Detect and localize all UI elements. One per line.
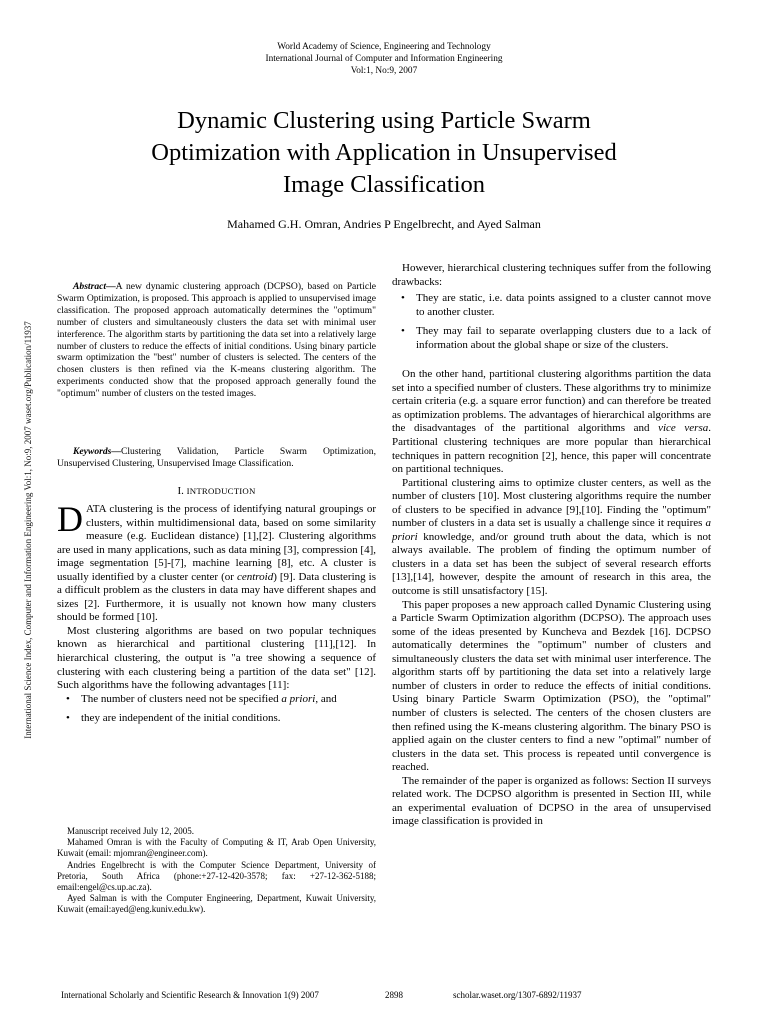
right-paragraph-5: The remainder of the paper is organized as follows: Section II surveys related work. The DCPSO algorithm is presented in Section III, while an experimental evaluation of DCPSO in the area of unsupervised image classification is provided in <box>392 774 711 828</box>
intro-p1-text-cont: ) [9]. Data clustering is a difficult problem as the clusters in data may have different shapes and sizes [2]. Furthermore, it is usually not known how many clusters should be formed [10]. <box>57 570 376 624</box>
authors: Mahamed G.H. Omran, Andries P Engelbrecht, and Ayed Salman <box>227 217 541 231</box>
bullet-text: The number of clusters need not be specified <box>81 692 282 705</box>
list-item <box>57 693 376 707</box>
advantages-list <box>57 693 376 726</box>
sidebar-citation: International Science Index, Computer and Information Engineering Vol:1, No:9, 2007 waset.org/Publication/11937 <box>23 321 33 739</box>
bullet-text: they are independent of the initial conditions. <box>81 712 281 725</box>
footnotes <box>57 826 376 916</box>
abstract-label: Abstract <box>73 281 107 292</box>
header-line-1: World Academy of Science, Engineering and Technology <box>277 42 491 52</box>
section-number: I. <box>177 485 184 497</box>
keywords-text: Clustering Validation, Particle Swarm Optimization, Unsupervised Clustering, Unsupervised Image Classification. <box>57 446 376 469</box>
intro-paragraph-1 <box>57 499 376 625</box>
bullet-text: They are static, i.e. data points assigned to a cluster cannot move to another cluster. <box>416 292 711 318</box>
title-line-3: Image Classification <box>282 171 486 198</box>
intro-p1-emphasis: centroid <box>236 570 274 583</box>
right-paragraph-1: However, hierarchical clustering techniques suffer from the following drawbacks: <box>392 262 711 288</box>
bullet-emphasis: a priori <box>281 692 316 705</box>
footnote-author-3: Ayed Salman is with the Computer Engineering, Department, Kuwait University, Kuwait (email:ayed@eng.kuniv.edu.kw). <box>57 893 376 915</box>
footer-url[interactable]: scholar.waset.org/1307-6892/11937 <box>453 990 582 1000</box>
footnote-author-2: Andries Engelbrecht is with the Computer Science Department, University of Pretoria, South Africa (phone:+27-12-420-3578; fax: +27-12-362-5188; email:engel@cs.up.ac.za). <box>57 859 376 893</box>
footer-publisher: International Scholarly and Scientific Research & Innovation 1(9) 2007 <box>61 990 319 1000</box>
right-p2-emphasis: vice versa <box>658 422 709 435</box>
right-column-body <box>392 262 711 829</box>
paper-title <box>60 105 708 201</box>
right-paragraph-2 <box>392 368 711 476</box>
right-p3-text: Partitional clustering aims to optimize cluster centers, as well as the number of clusters [10]. Most clustering algorithms require the number of clusters to be specified in advance [9],[10]. Finding the "optimum" number of clusters in a data set is usually a challenge since it requires <box>392 476 711 530</box>
bullet-icon: • <box>401 292 405 305</box>
drawbacks-list <box>392 292 711 352</box>
right-paragraph-3 <box>392 477 711 599</box>
right-p3-text-cont: knowledge, and/or ground truth about the data, which is not always available. The problem of finding the optimum number of clusters in a data set has been the subject of several research efforts [13],[14], however, despite the amount of research in this area, the outcome is still unsatisfactory [15]. <box>392 530 711 598</box>
right-p2-text: On the other hand, partitional clustering algorithms partition the data set into a specified number of clusters. These algorithms try to minimize certain criteria (e.g. a square error function) and can therefore be treated as optimization problems. The advantages of hierarchical algorithms are the disadvantages of the partitional algorithms and <box>392 368 711 435</box>
list-item <box>392 292 711 319</box>
header-line-2: International Journal of Computer and Information Engineering <box>265 54 503 64</box>
abstract-text: A new dynamic clustering approach (DCPSO), based on Particle Swarm Optimization, is proposed. This approach is applied to unsupervised image classification. The proposed approach automatically determines the "optimum" number of clusters and simultaneously clusters the data set with minimal user interference. The algorithm starts by partitioning the data set into a relatively large number of clusters to reduce the effects of initial conditions. Using binary particle swarm optimization the "best" number of clusters is selected. The centers of the chosen clusters is then refined via the K-means clustering algorithm. The experiments conducted show that the proposed approach generally found the "optimum" number of clusters on the tested images. <box>57 281 376 400</box>
bullet-text: They may fail to separate overlapping clusters due to a lack of information about the global shape or size of the clusters. <box>416 325 711 351</box>
section-title: INTRODUCTION <box>186 486 256 496</box>
page-footer <box>0 990 768 1004</box>
right-p2-text-cont: . Partitional clustering techniques are more popular than hierarchical techniques in pattern recognition [2], hence, this paper will concentrate on partitional techniques. <box>392 422 711 476</box>
bullet-icon: • <box>401 325 405 338</box>
introduction-body <box>57 499 376 732</box>
keywords-label: Keywords <box>73 446 112 457</box>
abstract-dash: — <box>106 281 116 292</box>
right-p3-emphasis: a priori <box>392 517 711 543</box>
page-number: 2898 <box>385 990 403 1000</box>
bullet-text-cont: , and <box>315 692 337 705</box>
drop-cap: D <box>57 499 83 539</box>
journal-header <box>0 41 768 77</box>
bullet-icon: • <box>66 692 70 705</box>
right-paragraph-4: This paper proposes a new approach called Dynamic Clustering using a Particle Swarm Optimization algorithm (DCPSO). The approach uses some of the ideas presented by Kuncheva and Bezdek [16]. DCPSO automatically determines the "optimum" number of clusters and simultaneously clusters the data set with minimal user interference. The algorithm starts off by partitioning the data set into a relatively large number of clusters in order to reduce the effects of initial conditions. Using binary Particle Swarm Optimization (PSO), the "optimal" number of clusters is selected. The centers of the chosen clusters are then refined using the K-means clustering algorithm. The binary PSO is applied again on the cluster centers to find a new "optimal" number of clusters in the data set. This process is repeated until convergence is reached. <box>392 598 711 774</box>
intro-p1-text: ATA clustering is the process of identifying natural groupings or clusters, within multidimensional data, based on some similarity measure (e.g. Euclidean distance) [1],[2]. Clustering algorithms are used in many applications, such as data mining [3], compression [4], image segmentation [5]-[7], machine learning [8], etc. A cluster is usually identified by a cluster center (or <box>57 503 376 583</box>
abstract <box>57 281 376 400</box>
keywords <box>57 446 376 470</box>
list-item <box>57 712 376 726</box>
footnote-received: Manuscript received July 12, 2005. <box>67 826 194 836</box>
section-heading-introduction <box>57 485 376 497</box>
title-line-2: Optimization with Application in Unsupervised <box>151 139 617 166</box>
title-line-1: Dynamic Clustering using Particle Swarm <box>177 107 591 134</box>
footnote-author-1: Mahamed Omran is with the Faculty of Computing & IT, Arab Open University, Kuwait (email: mjomran@engineer.com). <box>57 837 376 859</box>
intro-paragraph-2: Most clustering algorithms are based on two popular techniques known as hierarchical and partitional clustering [11],[12]. In hierarchical clustering, the output is "a tree showing a sequence of clustering with each clustering being a partition of the data set" [12]. Such algorithms have the following advantages [11]: <box>57 624 376 692</box>
bullet-icon: • <box>66 712 70 725</box>
header-line-3: Vol:1, No:9, 2007 <box>350 66 418 76</box>
list-item <box>392 325 711 352</box>
keywords-dash: — <box>111 446 121 457</box>
